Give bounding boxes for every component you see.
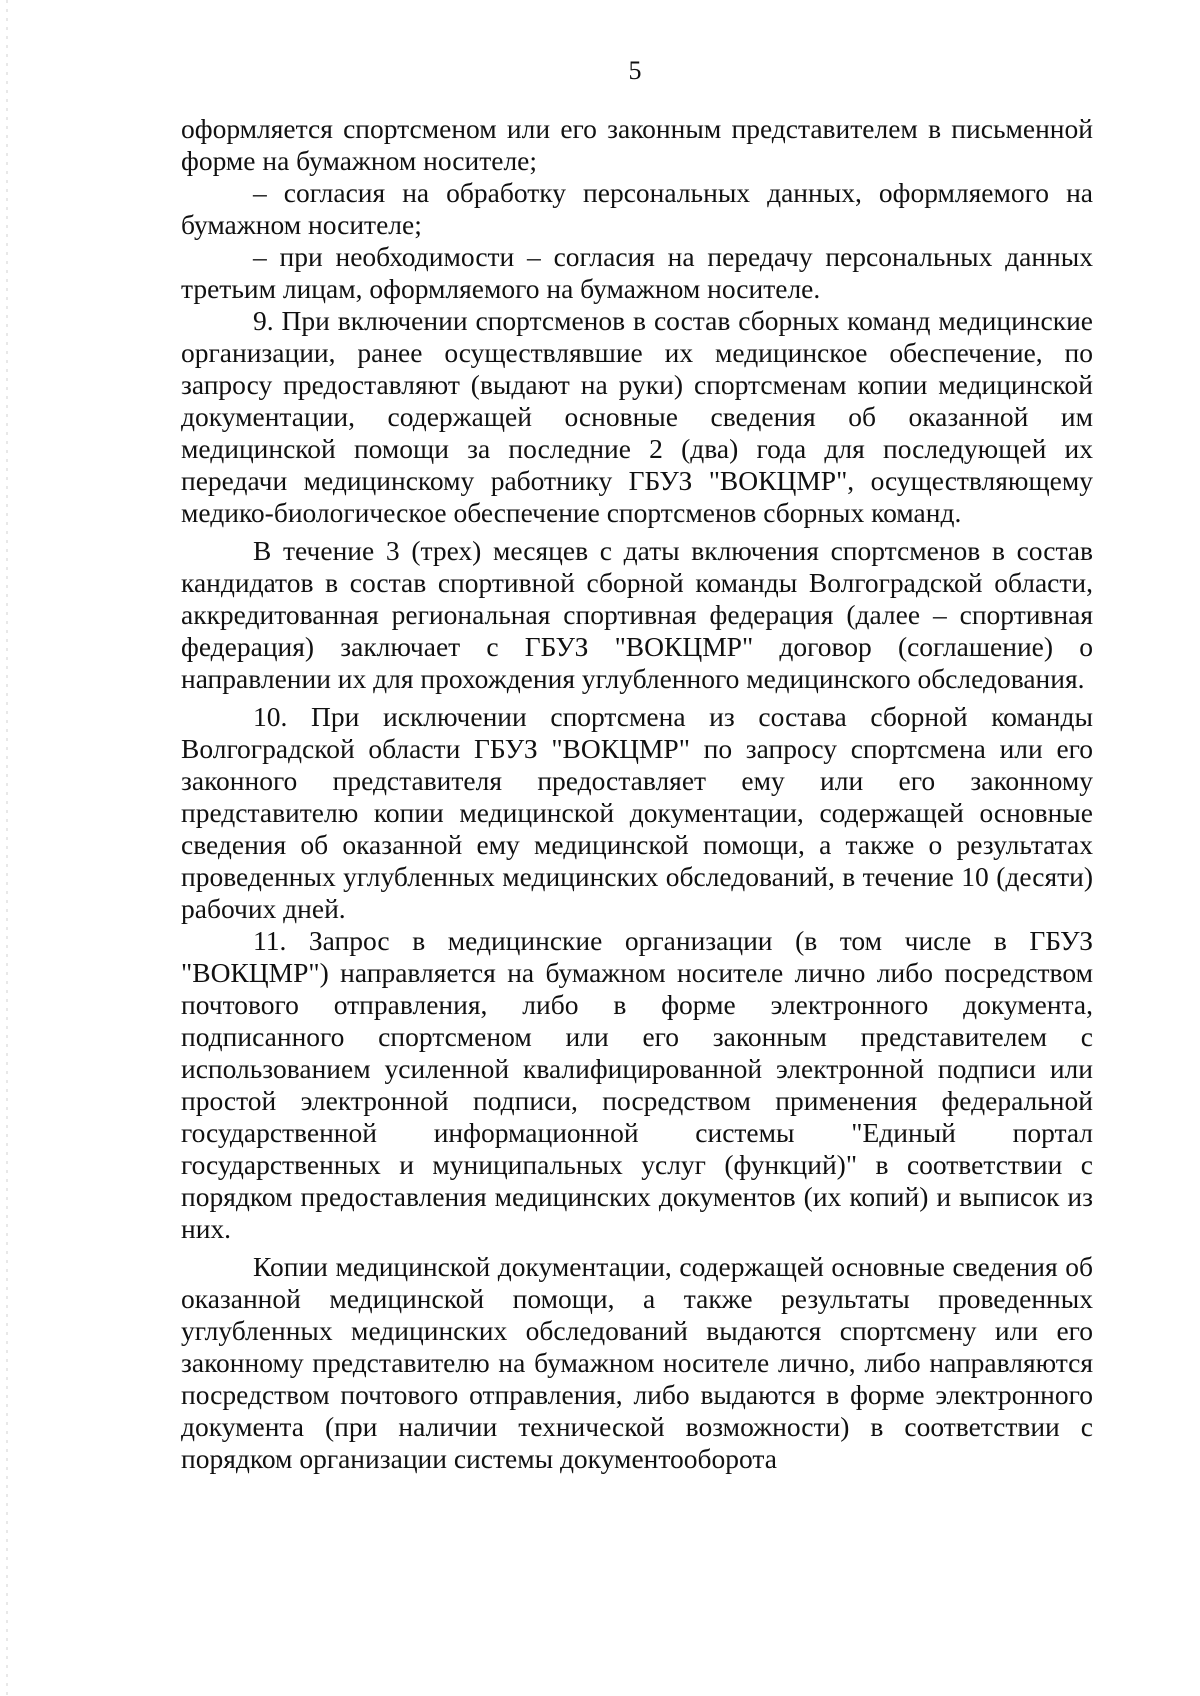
scan-edge-marks [6,0,8,1696]
paragraph-5: В течение 3 (трех) месяцев с даты включения спортсменов в состав кандидатов в состав спортивной сборной команды Волгоградской области, аккредитованная региональная спортивная федерация (далее – спортивная федерация) заключает с ГБУЗ "ВОКЦМР" договор (соглашение) о направлении их для прохождения углубленного медицинского обследования. [181,535,1093,694]
paragraph-6-item-10: 10. При исключении спортсмена из состава сборной команды Волгоградской области ГБУЗ "ВОКЦМР" по запросу спортсмена или его законного представителя предоставляет ему или его законному представителю копии медицинской документации, содержащей основные сведения об оказанной ему медицинской помощи, а также о результатах проведенных углубленных медицинских обследований, в течение 10 (десяти) рабочих дней. [181,701,1093,924]
paragraph-3: – при необходимости – согласия на передачу персональных данных третьим лицам, оформляемого на бумажном носителе. [181,241,1093,304]
paragraph-2: – согласия на обработку персональных данных, оформляемого на бумажном носителе; [181,177,1093,240]
paragraph-7-item-11: 11. Запрос в медицинские организации (в том числе в ГБУЗ "ВОКЦМР") направляется на бумажном носителе лично либо посредством почтового отправления, либо в форме электронного документа, подписанного спортсменом или его законным представителем с использованием усиленной квалифицированной электронной подписи или простой электронной подписи, посредством применения федеральной государственной информационной системы "Единый портал государственных и муниципальных услуг (функций)" в соответствии с порядком предоставления медицинских документов (их копий) и выписок из них. [181,925,1093,1244]
paragraph-1: оформляется спортсменом или его законным представителем в письменной форме на бумажном носителе; [181,113,1093,176]
document-body [181,113,1093,1475]
paragraph-8: Копии медицинской документации, содержащей основные сведения об оказанной медицинской помощи, а также результаты проведенных углубленных медицинских обследований выдаются спортсмену или его законному представителю на бумажном носителе лично, либо направляются посредством почтового отправления, либо выдаются в форме электронного документа (при наличии технической возможности) в соответствии с порядком организации системы документооборота [181,1251,1093,1474]
page-number: 5 [628,56,642,85]
paragraph-4-item-9: 9. При включении спортсменов в состав сборных команд медицинские организации, ранее осуществлявшие их медицинское обеспечение, по запросу предоставляют (выдают на руки) спортсменам копии медицинской документации, содержащей основные сведения об оказанной им медицинской помощи за последние 2 (два) года для последующей их передачи медицинскому работнику ГБУЗ "ВОКЦМР", осуществляющему медико-биологическое обеспечение спортсменов сборных команд. [181,305,1093,528]
